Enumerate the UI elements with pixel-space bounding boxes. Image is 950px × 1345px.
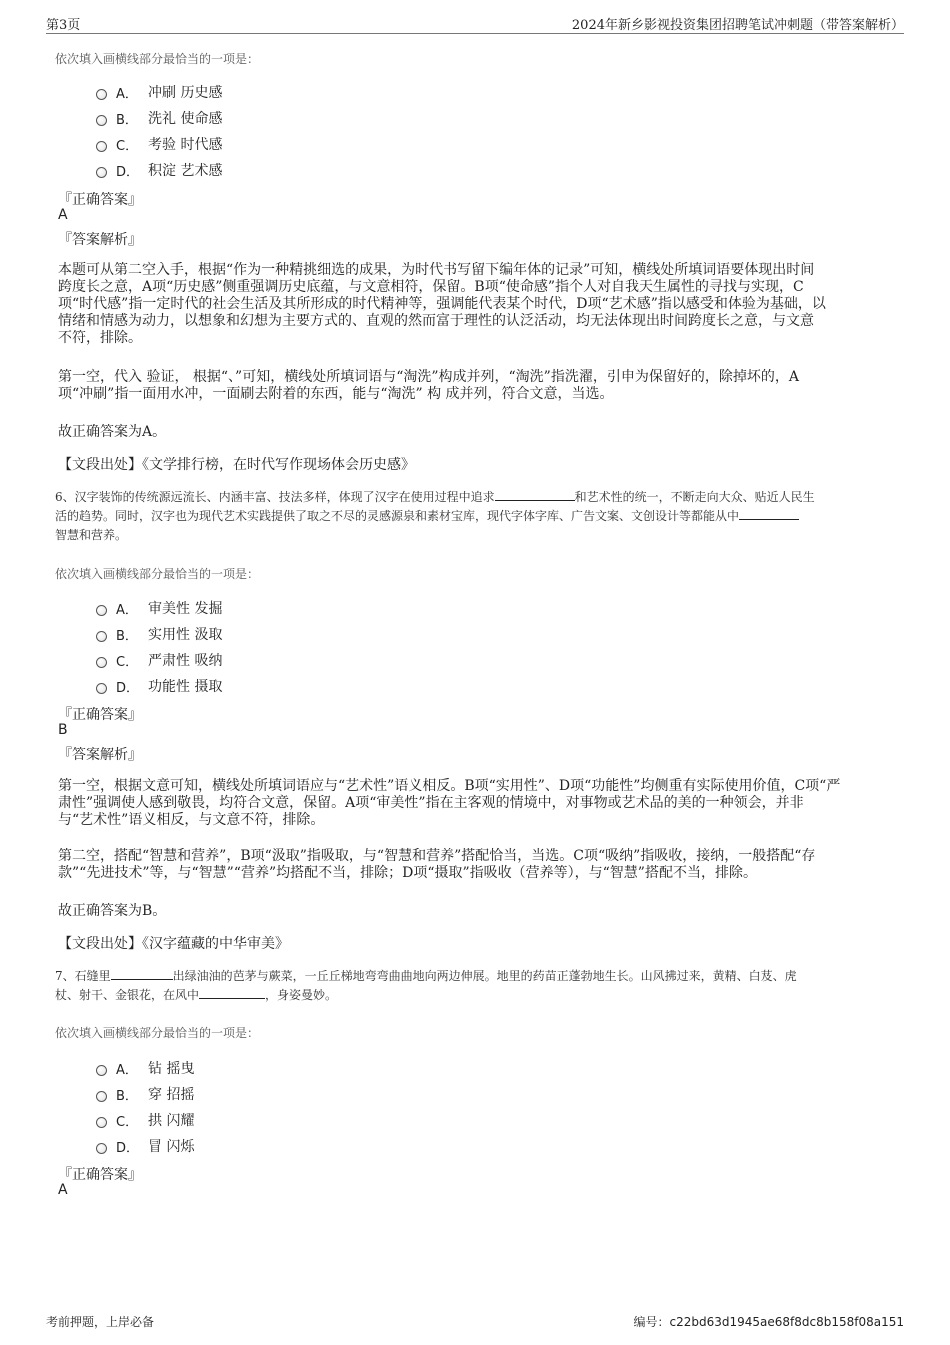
radio-icon[interactable] xyxy=(96,1065,107,1076)
question-text: 杖、射干、金银花，在风中 xyxy=(55,988,200,1002)
q6-option-c[interactable] xyxy=(96,650,222,670)
option-text: 实用性 汲取 xyxy=(148,627,223,643)
radio-icon[interactable] xyxy=(96,141,107,152)
q5-prompt: 依次填入画横线部分最恰当的一项是： xyxy=(55,52,260,66)
option-text: 审美性 发掘 xyxy=(148,601,223,617)
text-line: 项“时代感”指一定时代的社会生活及其所形成的时代精神等，强调能代表某个时代，D项“艺术感”指以感受和体验为基础，以 xyxy=(58,296,826,312)
q5-analysis-paragraph-2 xyxy=(58,369,894,403)
header-rule xyxy=(46,33,904,34)
radio-icon[interactable] xyxy=(96,657,107,668)
radio-icon[interactable] xyxy=(96,1117,107,1128)
text-line: 肃性”强调使人感到敬畏，均符合文意，保留。A项“审美性”指在主客观的情境中，对事物或艺术品的美的一种领会，并非 xyxy=(58,795,804,811)
radio-icon[interactable] xyxy=(96,115,107,126)
q6-answer: B xyxy=(58,722,68,738)
q6-option-b[interactable] xyxy=(96,624,222,644)
q6-conclusion: 故正确答案为B。 xyxy=(58,903,167,919)
option-letter: C． xyxy=(116,138,139,154)
radio-icon[interactable] xyxy=(96,683,107,694)
q5-option-a[interactable] xyxy=(96,82,222,102)
blank-underline xyxy=(495,488,575,501)
document-code xyxy=(633,1313,904,1330)
text-line: 跨度长之意，A项“历史感”侧重强调历史底蕴，与文意相符，保留。B项“使命感”指个人对自我天生属性的寻找与实现，C xyxy=(58,279,804,295)
question-text: 活的趋势。同时，汉字也为现代艺术实践提供了取之不尽的灵感源泉和素材宝库，现代字体字库、广告文案、文创设计等都能从中 xyxy=(55,509,740,523)
text-line: 不符，排除。 xyxy=(58,330,142,346)
text-line: 本题可从第二空入手，根据“作为一种精挑细选的成果，为时代书写留下编年体的记录”可知，横线处所填词语要体现出时间 xyxy=(58,262,815,278)
option-letter: A． xyxy=(116,86,138,102)
option-text: 功能性 摄取 xyxy=(148,679,223,695)
option-letter: D． xyxy=(116,1140,140,1156)
option-text: 考验 时代感 xyxy=(148,137,223,153)
option-letter: D． xyxy=(116,680,140,696)
radio-icon[interactable] xyxy=(96,1091,107,1102)
text-line: 第二空，搭配“智慧和营养”，B项“汲取”指吸取，与“智慧和营养”搭配恰当，当选。C项“吸纳”指吸收，接纳，一般搭配“存 xyxy=(58,848,816,864)
option-letter: B． xyxy=(116,628,138,644)
q5-option-b[interactable] xyxy=(96,108,222,128)
q6-analysis-paragraph-1 xyxy=(58,778,894,829)
q5-option-c[interactable] xyxy=(96,134,222,154)
radio-icon[interactable] xyxy=(96,605,107,616)
q6-analysis-label: 『答案解析』 xyxy=(58,747,142,763)
q5-option-d[interactable] xyxy=(96,160,222,180)
q7-answer-label: 『正确答案』 xyxy=(58,1167,142,1183)
text-line: 与“艺术性”语义相反，与文意不符，排除。 xyxy=(58,812,325,828)
blank-underline xyxy=(111,967,173,980)
q5-analysis-paragraph-1 xyxy=(58,262,894,347)
option-letter: C． xyxy=(116,1114,139,1130)
page-number: 第3页 xyxy=(46,18,81,33)
radio-icon[interactable] xyxy=(96,631,107,642)
text-line: 第一空，代入 验证， 根据“、”可知，横线处所填词语与“淘洗”构成并列，“淘洗”指洗濯，引申为保留好的，除掉坏的，A xyxy=(58,369,799,385)
q6-prompt: 依次填入画横线部分最恰当的一项是： xyxy=(55,567,260,581)
q5-answer: A xyxy=(58,207,68,223)
blank-underline xyxy=(739,507,799,520)
text-line: 项“冲刷”指一面用水冲，一面刷去附着的东西，能与“淘洗” 构 成并列，符合文意，当选。 xyxy=(58,386,614,402)
radio-icon[interactable] xyxy=(96,1143,107,1154)
question-text: 智慧和营养。 xyxy=(55,528,128,542)
q6-analysis-paragraph-2 xyxy=(58,848,894,882)
question-text: 出绿油油的芭茅与蕨菜，一丘丘梯地弯弯曲曲地向两边伸展。地里的药苗正蓬勃地生长。山风拂过来，黄精、白芨、虎 xyxy=(172,969,797,983)
q7-option-d[interactable] xyxy=(96,1136,194,1156)
text-line: 第一空，根据文意可知，横线处所填词语应与“艺术性”语义相反。B项“实用性”、D项“功能性”均侧重有实际使用价值，C项“严 xyxy=(58,778,841,794)
q6-answer-label: 『正确答案』 xyxy=(58,707,142,723)
q5-analysis-label: 『答案解析』 xyxy=(58,232,142,248)
code-value: c22bd63d1945ae68f8dc8b158f08a151 xyxy=(669,1315,904,1329)
text-line: 款”“先进技术”等，与“智慧”“营养”均搭配不当，排除；D项“摄取”指吸收（营养等），与“智慧”搭配不当，排除。 xyxy=(58,865,757,881)
option-text: 穿 招摇 xyxy=(148,1087,195,1103)
q7-option-c[interactable] xyxy=(96,1110,194,1130)
q7-answer: A xyxy=(58,1182,68,1198)
q7-question xyxy=(55,967,905,1005)
question-text: 7、石缝里 xyxy=(55,969,111,983)
q7-option-b[interactable] xyxy=(96,1084,194,1104)
option-letter: B． xyxy=(116,112,138,128)
q6-question xyxy=(55,488,905,545)
document-title: 2024年新乡影视投资集团招聘笔试冲刺题（带答案解析） xyxy=(571,18,904,33)
option-letter: B． xyxy=(116,1088,138,1104)
q7-prompt: 依次填入画横线部分最恰当的一项是： xyxy=(55,1026,260,1040)
q5-conclusion: 故正确答案为A。 xyxy=(58,424,167,440)
option-letter: A． xyxy=(116,602,138,618)
option-letter: C． xyxy=(116,654,139,670)
option-letter: D． xyxy=(116,164,140,180)
q6-option-d[interactable] xyxy=(96,676,222,696)
option-letter: A． xyxy=(116,1062,138,1078)
option-text: 严肃性 吸纳 xyxy=(148,653,223,669)
q7-option-a[interactable] xyxy=(96,1058,194,1078)
option-text: 积淀 艺术感 xyxy=(148,163,223,179)
text-line: 情绪和情感为动力，以想象和幻想为主要方式的、直观的然而富于理性的认泛活动，均无法体现出时间跨度长之意，与文意 xyxy=(58,313,814,329)
option-text: 洗礼 使命感 xyxy=(148,111,223,127)
code-label: 编号： xyxy=(633,1315,670,1329)
option-text: 拱 闪耀 xyxy=(148,1113,195,1129)
blank-underline xyxy=(199,986,265,999)
option-text: 冲刷 历史感 xyxy=(148,85,223,101)
question-text: ，身姿曼妙。 xyxy=(265,988,338,1002)
option-text: 钻 摇曳 xyxy=(148,1061,195,1077)
question-text: 和艺术性的统一，不断走向大众、贴近人民生 xyxy=(574,490,815,504)
radio-icon[interactable] xyxy=(96,89,107,100)
option-text: 冒 闪烁 xyxy=(148,1139,195,1155)
footer-slogan: 考前押题，上岸必备 xyxy=(46,1315,155,1329)
q6-source: 【文段出处】《汉字蕴藏的中华审美》 xyxy=(58,936,289,952)
radio-icon[interactable] xyxy=(96,167,107,178)
q5-source: 【文段出处】《文学排行榜，在时代写作现场体会历史感》 xyxy=(58,457,415,473)
q6-option-a[interactable] xyxy=(96,598,222,618)
q5-answer-label: 『正确答案』 xyxy=(58,192,142,208)
question-text: 6、汉字装饰的传统源远流长、内涵丰富、技法多样，体现了汉字在使用过程中追求 xyxy=(55,490,495,504)
